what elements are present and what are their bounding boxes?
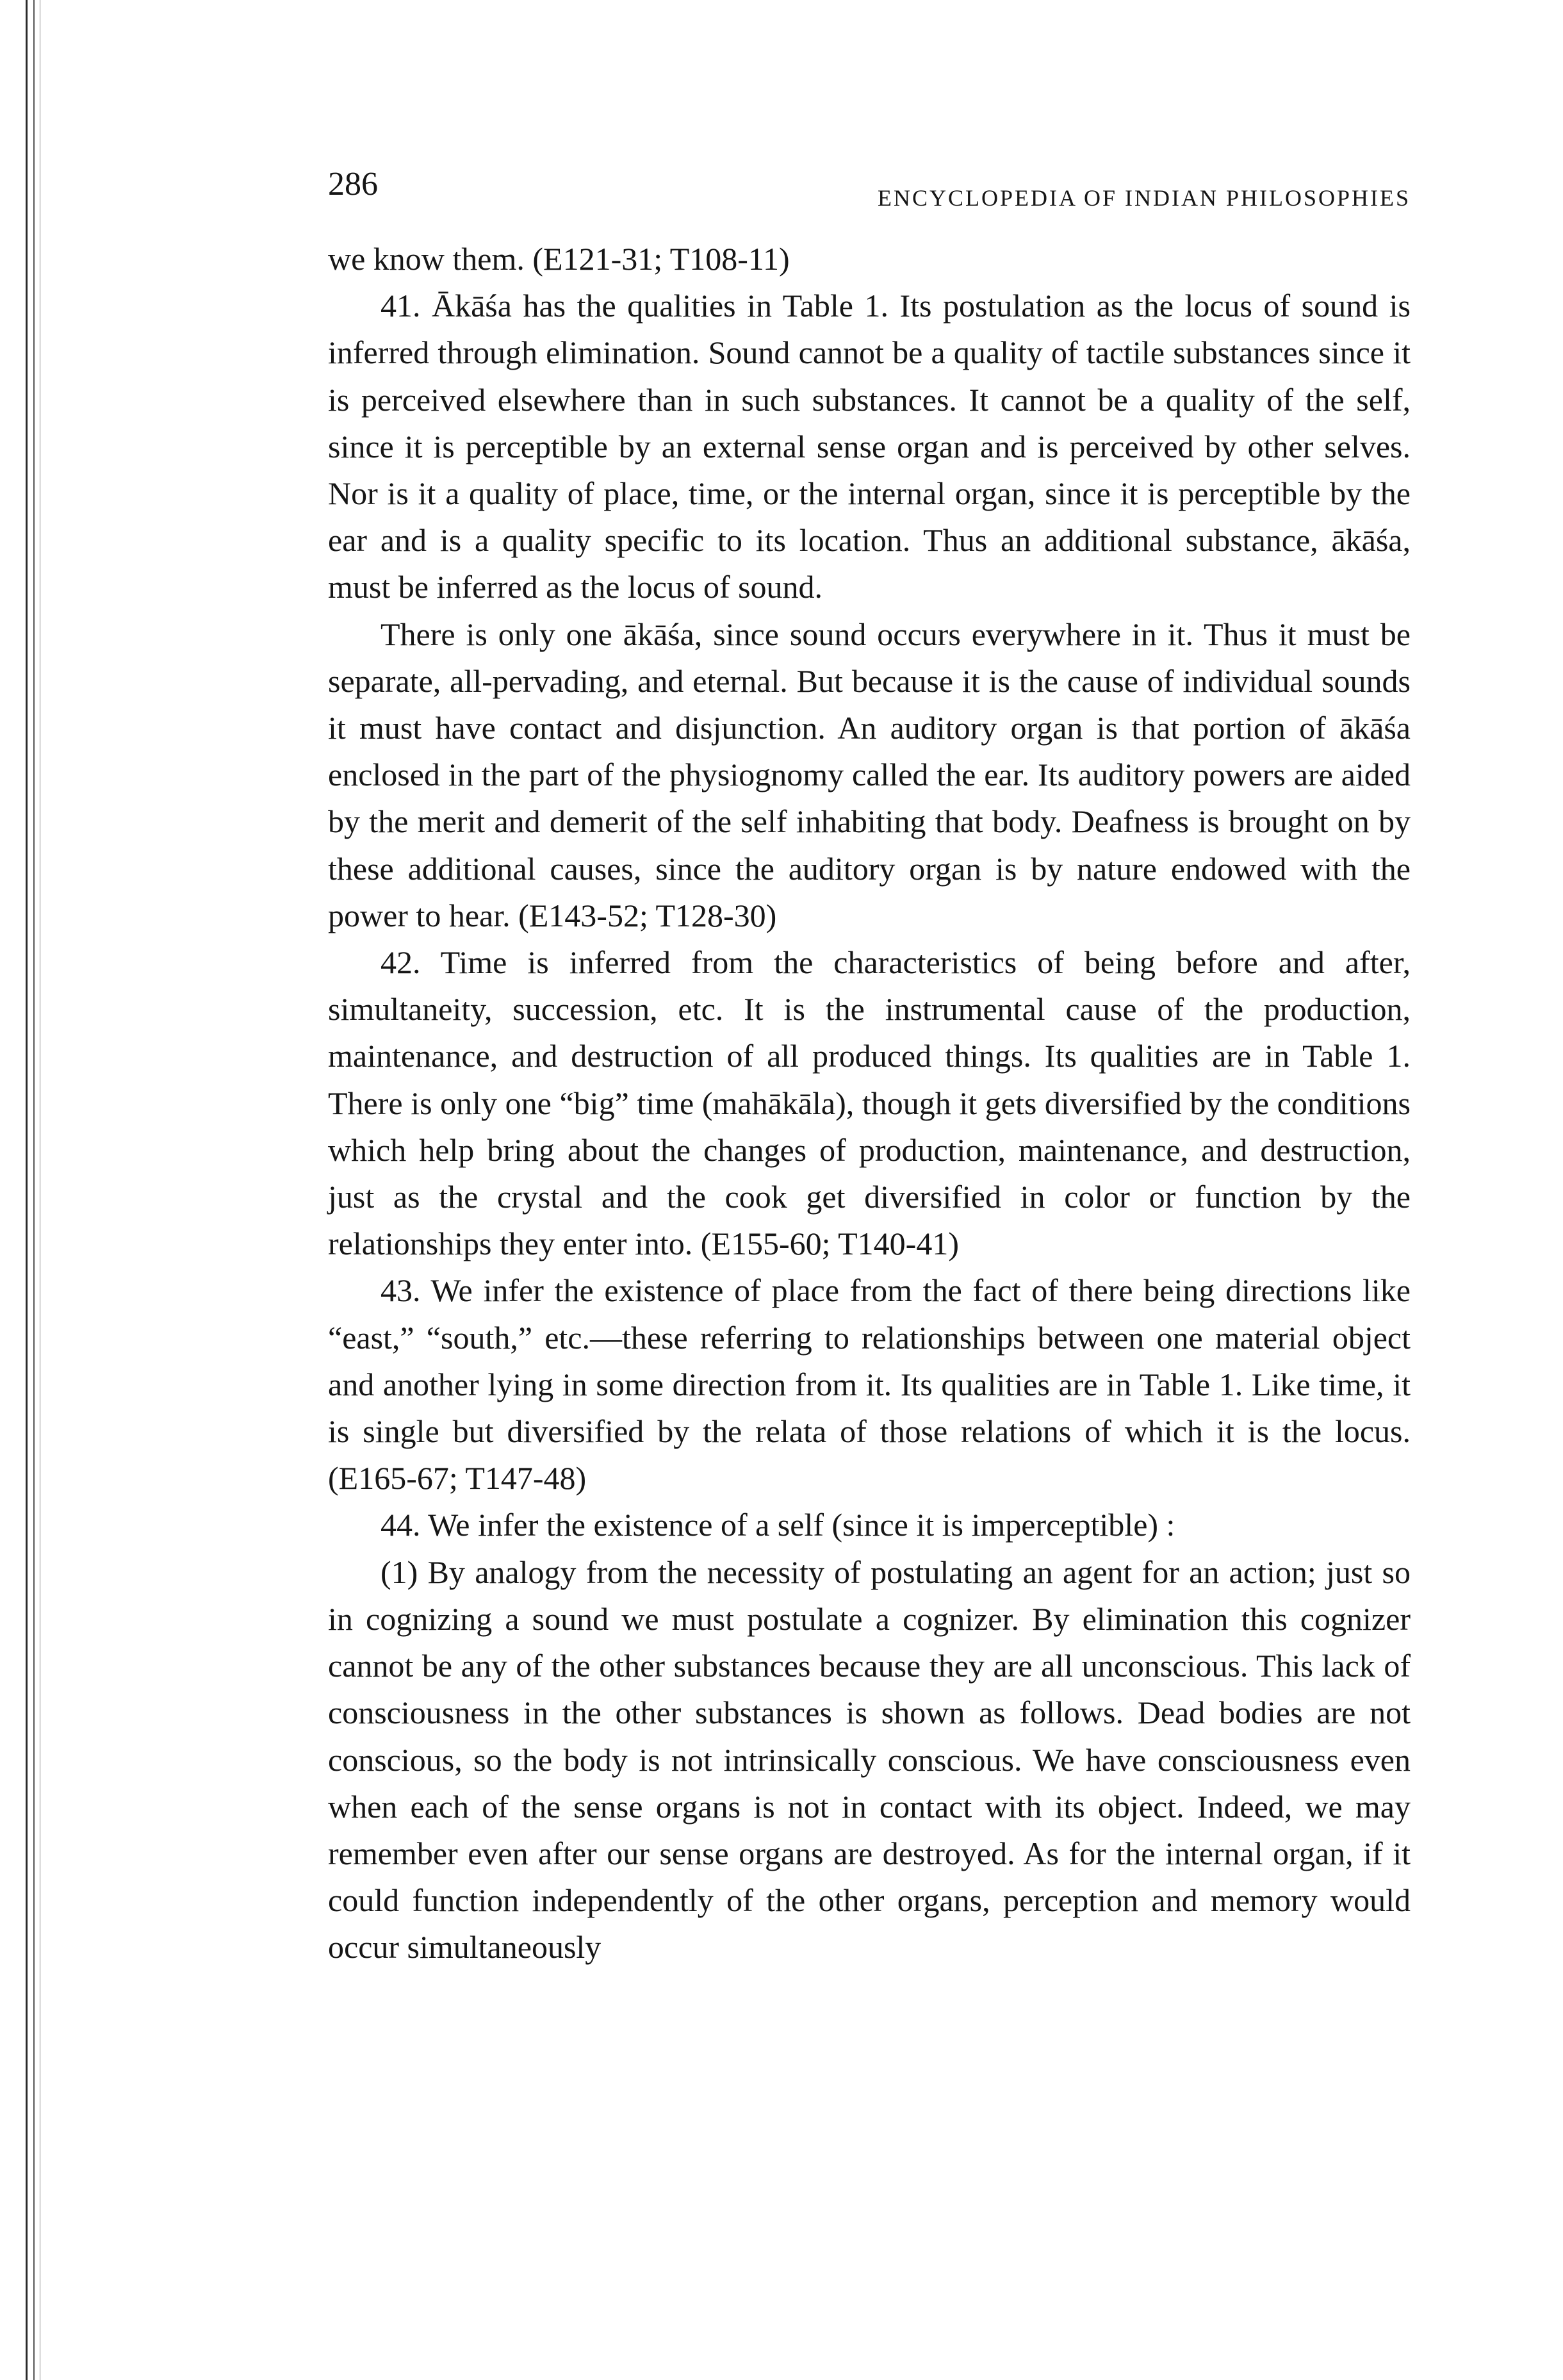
page-number: 286 <box>328 166 378 202</box>
paragraph-44-self: 44. We infer the existence of a self (since it is imperceptible) : <box>381 1507 1175 1543</box>
page-spine-line <box>26 0 28 2380</box>
paragraph-42-time: 42. Time is inferred from the characteristics of being before and after, simultaneity, succession, etc. It is the instrumental cause of the production, maintenance, and destruction of all produced things. Its qualities are in Table 1. There is only one “big” time (mahākāla), though it gets diversified by the conditions which help bring about the changes of production, maintenance, and destruction, just as the crystal and the cook get diversified in color or function by the relationships they enter into. (E155-60; T140-41) <box>328 944 1411 1262</box>
book-page <box>328 165 1411 1971</box>
paragraph-akasa-unity: There is only one ākāśa, since sound occurs everywhere in it. Thus it must be separate, all-pervading, and eternal. But because it is the cause of individual sounds it must have contact and disjunction. An auditory organ is that portion of ākāśa enclosed in the part of the physiognomy called the ear. Its auditory powers are aided by the merit and demerit of the self inhabiting that body. Deafness is brought on by these additional causes, since the auditory organ is by nature endowed with the power to hear. (E143-52; T128-30) <box>328 616 1411 933</box>
paragraph-44-1-analogy: (1) By analogy from the necessity of postulating an agent for an action; just so in cognizing a sound we must postulate a cognizer. By elimination this cognizer cannot be any of the other substances because they are all unconscious. This lack of consciousness in the other substances is shown as follows. Dead bodies are not conscious, so the body is not intrinsically conscious. We have consciousness even when each of the sense organs is not in contact with its object. Indeed, we may remember even after our sense organs are destroyed. As for the internal organ, if it could function independently of the other organs, perception and memory would occur simultaneously <box>328 1554 1411 1966</box>
paragraph-continuation: we know them. (E121-31; T108-11) <box>328 241 790 277</box>
running-head: ENCYCLOPEDIA OF INDIAN PHILOSOPHIES <box>877 185 1411 211</box>
body-text <box>328 236 1411 1971</box>
paragraph-43-place: 43. We infer the existence of place from the fact of there being directions like “east,” “south,” etc.—these referring to relationships between one material object and another lying in some direction from it. Its qualities are in Table 1. Like time, it is single but diversified by the relata of those relations of which it is the locus. (E165-67; T147-48) <box>328 1272 1411 1497</box>
page-header <box>328 165 1411 236</box>
paragraph-41-akasa: 41. Ākāśa has the qualities in Table 1. Its postulation as the locus of sound is inferred through elimination. Sound cannot be a quality of tactile substances since it is perceived elsewhere than in such substances. It cannot be a quality of the self, since it is perceptible by an external sense organ and is perceived by other selves. Nor is it a quality of place, time, or the internal organ, since it is perceptible by the ear and is a quality specific to its location. Thus an additional substance, ākāśa, must be inferred as the locus of sound. <box>328 288 1411 605</box>
page-spine-line <box>33 0 35 2380</box>
